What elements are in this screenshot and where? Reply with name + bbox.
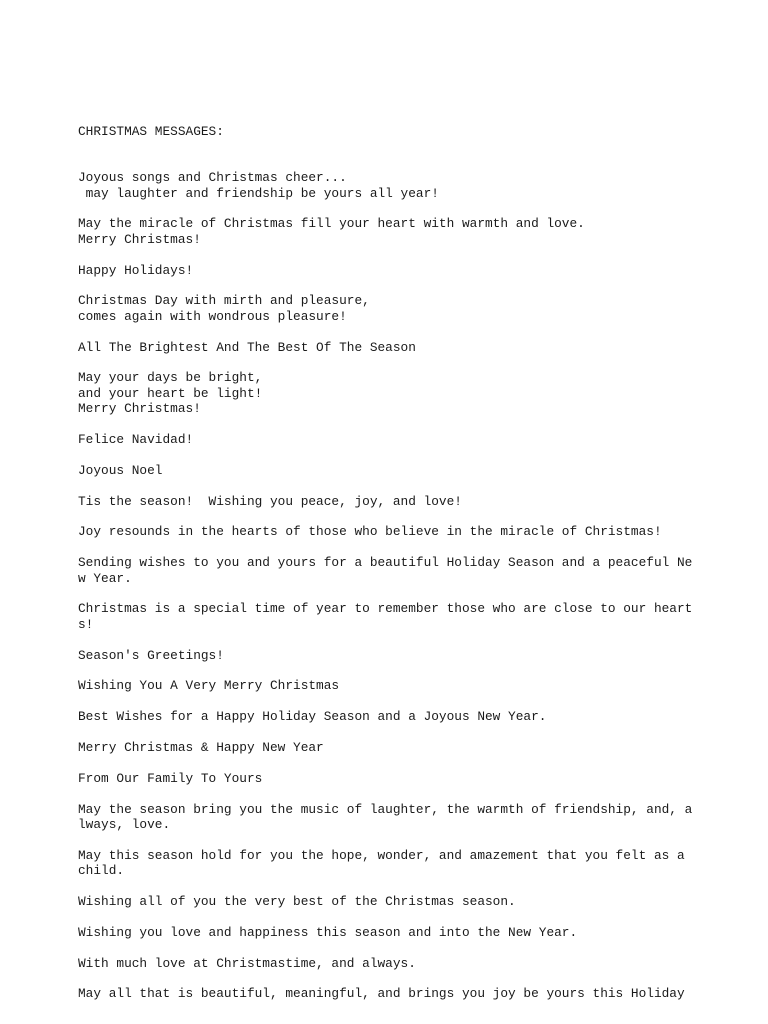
message-line: Felice Navidad! <box>78 432 194 448</box>
message-paragraph <box>78 894 718 909</box>
message-line: Wishing you love and happiness this season and into the New Year. <box>78 924 578 940</box>
message-line: Joyous songs and Christmas cheer... <box>78 170 347 186</box>
message-line: may laughter and friendship be yours all year! <box>78 185 439 201</box>
message-paragraph <box>78 170 718 201</box>
message-paragraph <box>78 216 718 247</box>
message-line: comes again with wondrous pleasure! <box>78 308 347 324</box>
message-line: w Year. <box>78 570 132 586</box>
message-line: May this season hold for you the hope, wonder, and amazement that you felt as a <box>78 847 685 863</box>
message-line: May the miracle of Christmas fill your heart with warmth and love. <box>78 216 585 232</box>
message-line: child. <box>78 863 125 879</box>
message-line: s! <box>78 616 94 632</box>
document-heading: CHRISTMAS MESSAGES: <box>78 124 224 139</box>
message-line: Tis the season! Wishing you peace, joy, and love! <box>78 493 462 509</box>
message-paragraph <box>78 802 718 833</box>
message-paragraph <box>78 263 718 278</box>
document-body <box>78 124 718 1017</box>
message-line: Wishing You A Very Merry Christmas <box>78 678 340 694</box>
message-paragraph <box>78 956 718 971</box>
message-line: and your heart be light! <box>78 385 263 401</box>
message-paragraph <box>78 340 718 355</box>
message-paragraph <box>78 494 718 509</box>
message-paragraph <box>78 678 718 693</box>
message-line: Merry Christmas! <box>78 401 201 417</box>
message-line: May your days be bright, <box>78 370 263 386</box>
message-line: Best Wishes for a Happy Holiday Season and a Joyous New Year. <box>78 709 547 725</box>
message-paragraph <box>78 524 718 539</box>
message-line: May the season bring you the music of laughter, the warmth of friendship, and, a <box>78 801 693 817</box>
message-line: From Our Family To Yours <box>78 770 263 786</box>
message-paragraph <box>78 555 718 586</box>
message-line: Christmas is a special time of year to remember those who are close to our heart <box>78 601 693 617</box>
message-paragraph <box>78 370 718 416</box>
message-line: With much love at Christmastime, and always. <box>78 955 416 971</box>
message-line: Merry Christmas! <box>78 231 201 247</box>
message-paragraph <box>78 432 718 447</box>
message-line: Christmas Day with mirth and pleasure, <box>78 293 370 309</box>
message-line: All The Brightest And The Best Of The Season <box>78 339 416 355</box>
message-paragraph <box>78 986 718 1001</box>
message-line: Joyous Noel <box>78 462 163 478</box>
message-line: Season's Greetings! <box>78 647 224 663</box>
message-paragraph <box>78 848 718 879</box>
message-line: lways, love. <box>78 817 171 832</box>
message-line: Wishing all of you the very best of the Christmas season. <box>78 894 516 909</box>
message-list <box>78 170 718 1002</box>
message-paragraph <box>78 740 718 755</box>
message-paragraph <box>78 648 718 663</box>
message-line: Sending wishes to you and yours for a beautiful Holiday Season and a peaceful Ne <box>78 555 693 571</box>
message-line: Merry Christmas & Happy New Year <box>78 740 324 755</box>
message-line: Joy resounds in the hearts of those who believe in the miracle of Christmas! <box>78 524 662 540</box>
message-line: Happy Holidays! <box>78 262 194 278</box>
message-paragraph <box>78 925 718 940</box>
message-line: May all that is beautiful, meaningful, and brings you joy be yours this Holiday <box>78 986 685 1002</box>
message-paragraph <box>78 293 718 324</box>
message-paragraph <box>78 771 718 786</box>
message-paragraph <box>78 709 718 724</box>
message-paragraph <box>78 463 718 478</box>
message-paragraph <box>78 601 718 632</box>
